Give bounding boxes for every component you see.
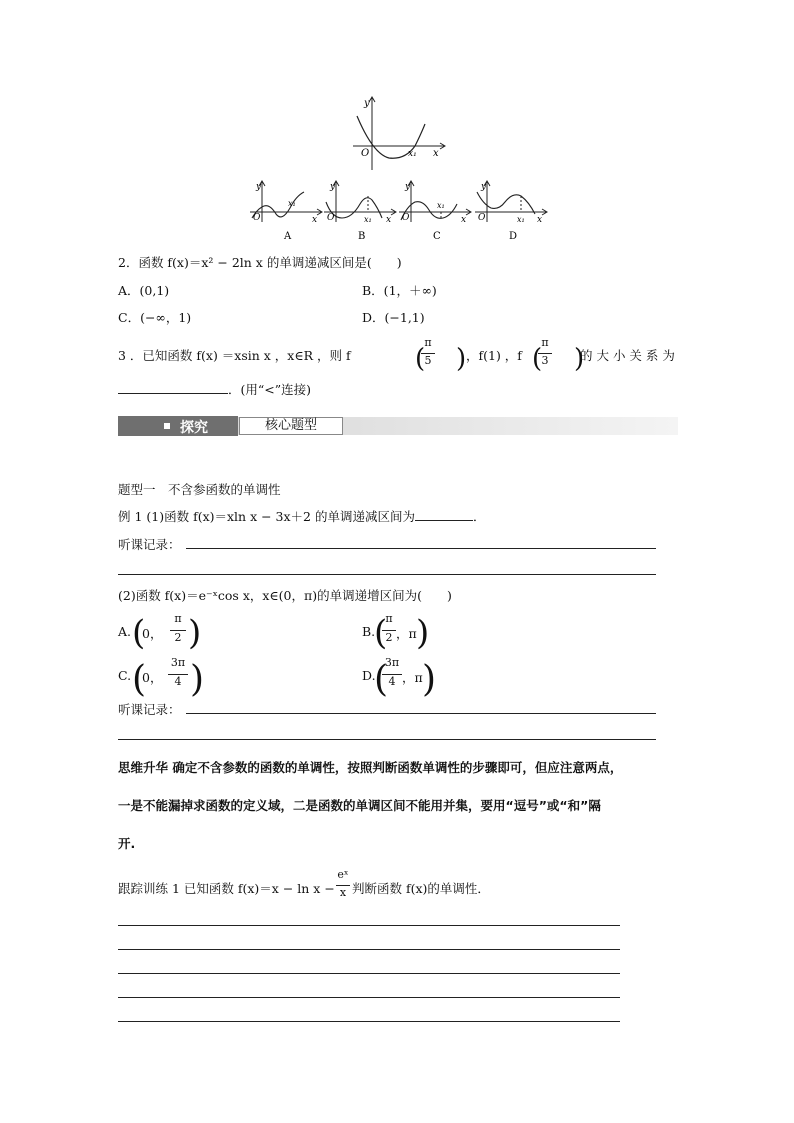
origin-label: O: [402, 213, 410, 223]
notes-label-2: 听课记录：: [118, 702, 181, 717]
x1-label: x₁: [364, 215, 372, 224]
option-d-fraction: [382, 656, 402, 688]
notes-line-2b[interactable]: [118, 739, 656, 740]
curve-c: [401, 202, 457, 220]
banner-right-label: 核心题型: [239, 417, 343, 435]
x1-label: x₁: [288, 199, 296, 208]
example1-answer-blank[interactable]: [415, 507, 473, 521]
origin-label: O: [478, 213, 486, 223]
example1-option-b[interactable]: B. ( $\frac{\pi}{2}$ ，π ): [362, 612, 430, 653]
option-b-letter: B.: [362, 624, 376, 639]
graph-origin-label: O: [361, 148, 370, 159]
answer-line-3[interactable]: [118, 973, 620, 974]
main-function-graph: [345, 94, 450, 172]
q3-line1: 3 ．已知函数 f(x) ＝xsin x ，x∈R ，则 f $\frac{\pi}{5}$ ( ) ，f(1) ，f $\frac{\pi}{3}$ ( ) 的 大 小 关 系 为: [118, 336, 675, 374]
frac-num: π: [385, 612, 393, 625]
option-a-letter: A.: [118, 624, 132, 639]
notes-line-1b[interactable]: [118, 574, 656, 575]
option-a-lead: 0，: [142, 626, 163, 641]
option-a-fraction: [170, 612, 186, 644]
example1-stem1: [118, 507, 486, 525]
notes-label-1: 听课记录：: [118, 537, 181, 552]
origin-label: O: [253, 213, 261, 223]
q3-line2: [118, 380, 311, 398]
q2-option-c[interactable]: C．(−∞，1): [118, 310, 192, 325]
option-graph-c: [397, 178, 475, 240]
summary-line-3: 开.: [118, 836, 136, 851]
notes-line-1a[interactable]: [186, 548, 656, 549]
q3-answer-blank[interactable]: [118, 380, 228, 394]
q3-part2: 的 大 小 关 系 为: [580, 348, 675, 363]
option-graph-a: [248, 178, 326, 240]
example1-option-a[interactable]: A. ( 0， $\frac{\pi}{2}$ ): [118, 612, 202, 653]
x-label: x: [312, 215, 318, 225]
option-c-letter: C.: [118, 668, 132, 683]
example1-option-c[interactable]: C. ( 0， $\frac{3\pi}{4}$ ): [118, 656, 205, 700]
banner-square-icon: [164, 423, 170, 429]
q3-middle: ，f(1) ，f: [466, 348, 522, 363]
x1-label: x₁: [517, 215, 525, 224]
x-label: x: [386, 215, 392, 225]
y-label: y: [330, 182, 336, 192]
frac-num: eˣ: [337, 868, 349, 881]
curve-d: [477, 192, 535, 214]
origin-label: O: [327, 213, 335, 223]
q2-option-a[interactable]: A．(0,1): [118, 283, 170, 298]
training-stem: [118, 868, 638, 902]
option-b-fraction: [382, 612, 396, 644]
training-fraction: [336, 868, 350, 899]
option-graph-d: [473, 178, 551, 240]
y-label: y: [256, 182, 262, 192]
x-label: x: [537, 215, 543, 225]
y-label: y: [481, 182, 487, 192]
option-c-fraction: [168, 656, 188, 688]
frac-num: 3π: [170, 656, 186, 669]
notes-line-2a[interactable]: [186, 713, 656, 714]
frac-den: x: [336, 885, 350, 899]
q3-part3: ．(用“<”连接): [228, 382, 312, 397]
option-letter-d: D: [509, 231, 518, 240]
option-letter-c: C: [433, 231, 441, 240]
answer-line-4[interactable]: [118, 997, 620, 998]
q2-stem: 2．函数 f(x)＝x² − 2ln x 的单调递减区间是( ): [118, 255, 402, 270]
pi-numerator: π: [541, 336, 549, 349]
example1-stem1-text: 例 1 (1)函数 f(x)＝xln x − 3x＋2 的单调递减区间为: [118, 509, 415, 524]
answer-line-1[interactable]: [118, 925, 620, 926]
frac-den: 2: [170, 630, 186, 644]
frac-den: 2: [382, 630, 396, 644]
summary-line-2: 一是不能漏掉求函数的定义域，二是函数的单调区间不能用并集，要用“逗号”或“和”隔: [118, 798, 601, 813]
answer-line-5[interactable]: [118, 1021, 620, 1022]
x-label: x: [461, 215, 467, 225]
training-tail: 判断函数 f(x)的单调性．: [352, 881, 490, 896]
banner-left-label: 探究: [180, 420, 208, 436]
graph-x1-label: x₁: [408, 149, 417, 159]
example1-option-d[interactable]: D. ( $\frac{3\pi}{4}$ ，π ): [362, 656, 437, 700]
denominator-3: 3: [538, 353, 552, 367]
curve-b: [326, 198, 382, 218]
example1-stem2: (2)函数 f(x)＝e⁻ˣcos x，x∈(0，π)的单调递增区间为( ): [118, 588, 452, 603]
q2-option-b[interactable]: B．(1，＋∞): [362, 283, 437, 298]
type1-title: 题型一 不含参函数的单调性: [118, 482, 281, 497]
option-b-tail: ，π: [396, 626, 417, 641]
training-lead: 跟踪训练 1 已知函数 f(x)＝x − ln x −: [118, 881, 335, 896]
option-d-letter: D.: [362, 668, 376, 683]
y-label: y: [405, 182, 411, 192]
summary-line-1: 思维升华 确定不含参数的函数的单调性，按照判断函数单调性的步骤即可，但应注意两点，: [118, 760, 623, 775]
graph-y-label: y: [364, 98, 370, 109]
q3-part1: 3 ．已知函数 f(x) ＝xsin x ，x∈R ，则 f: [118, 348, 351, 363]
denominator-5: 5: [421, 353, 435, 367]
x1-label: x₁: [437, 201, 445, 210]
frac-den: 4: [382, 674, 402, 688]
frac-den: 4: [168, 674, 188, 688]
frac-num: 3π: [384, 656, 400, 669]
option-c-lead: 0，: [142, 670, 163, 685]
answer-line-2[interactable]: [118, 949, 620, 950]
pi-numerator: π: [424, 336, 432, 349]
graph-x-label: x: [433, 148, 439, 159]
section-banner: [118, 416, 678, 436]
option-letter-b: B: [358, 231, 366, 240]
frac-num: π: [174, 612, 182, 625]
option-d-tail: ，π: [402, 670, 423, 685]
example1-stem1-end: ．: [472, 509, 486, 524]
q2-option-d[interactable]: D．(−1,1): [362, 310, 425, 325]
option-graph-b: [322, 178, 400, 240]
option-letter-a: A: [284, 231, 292, 240]
